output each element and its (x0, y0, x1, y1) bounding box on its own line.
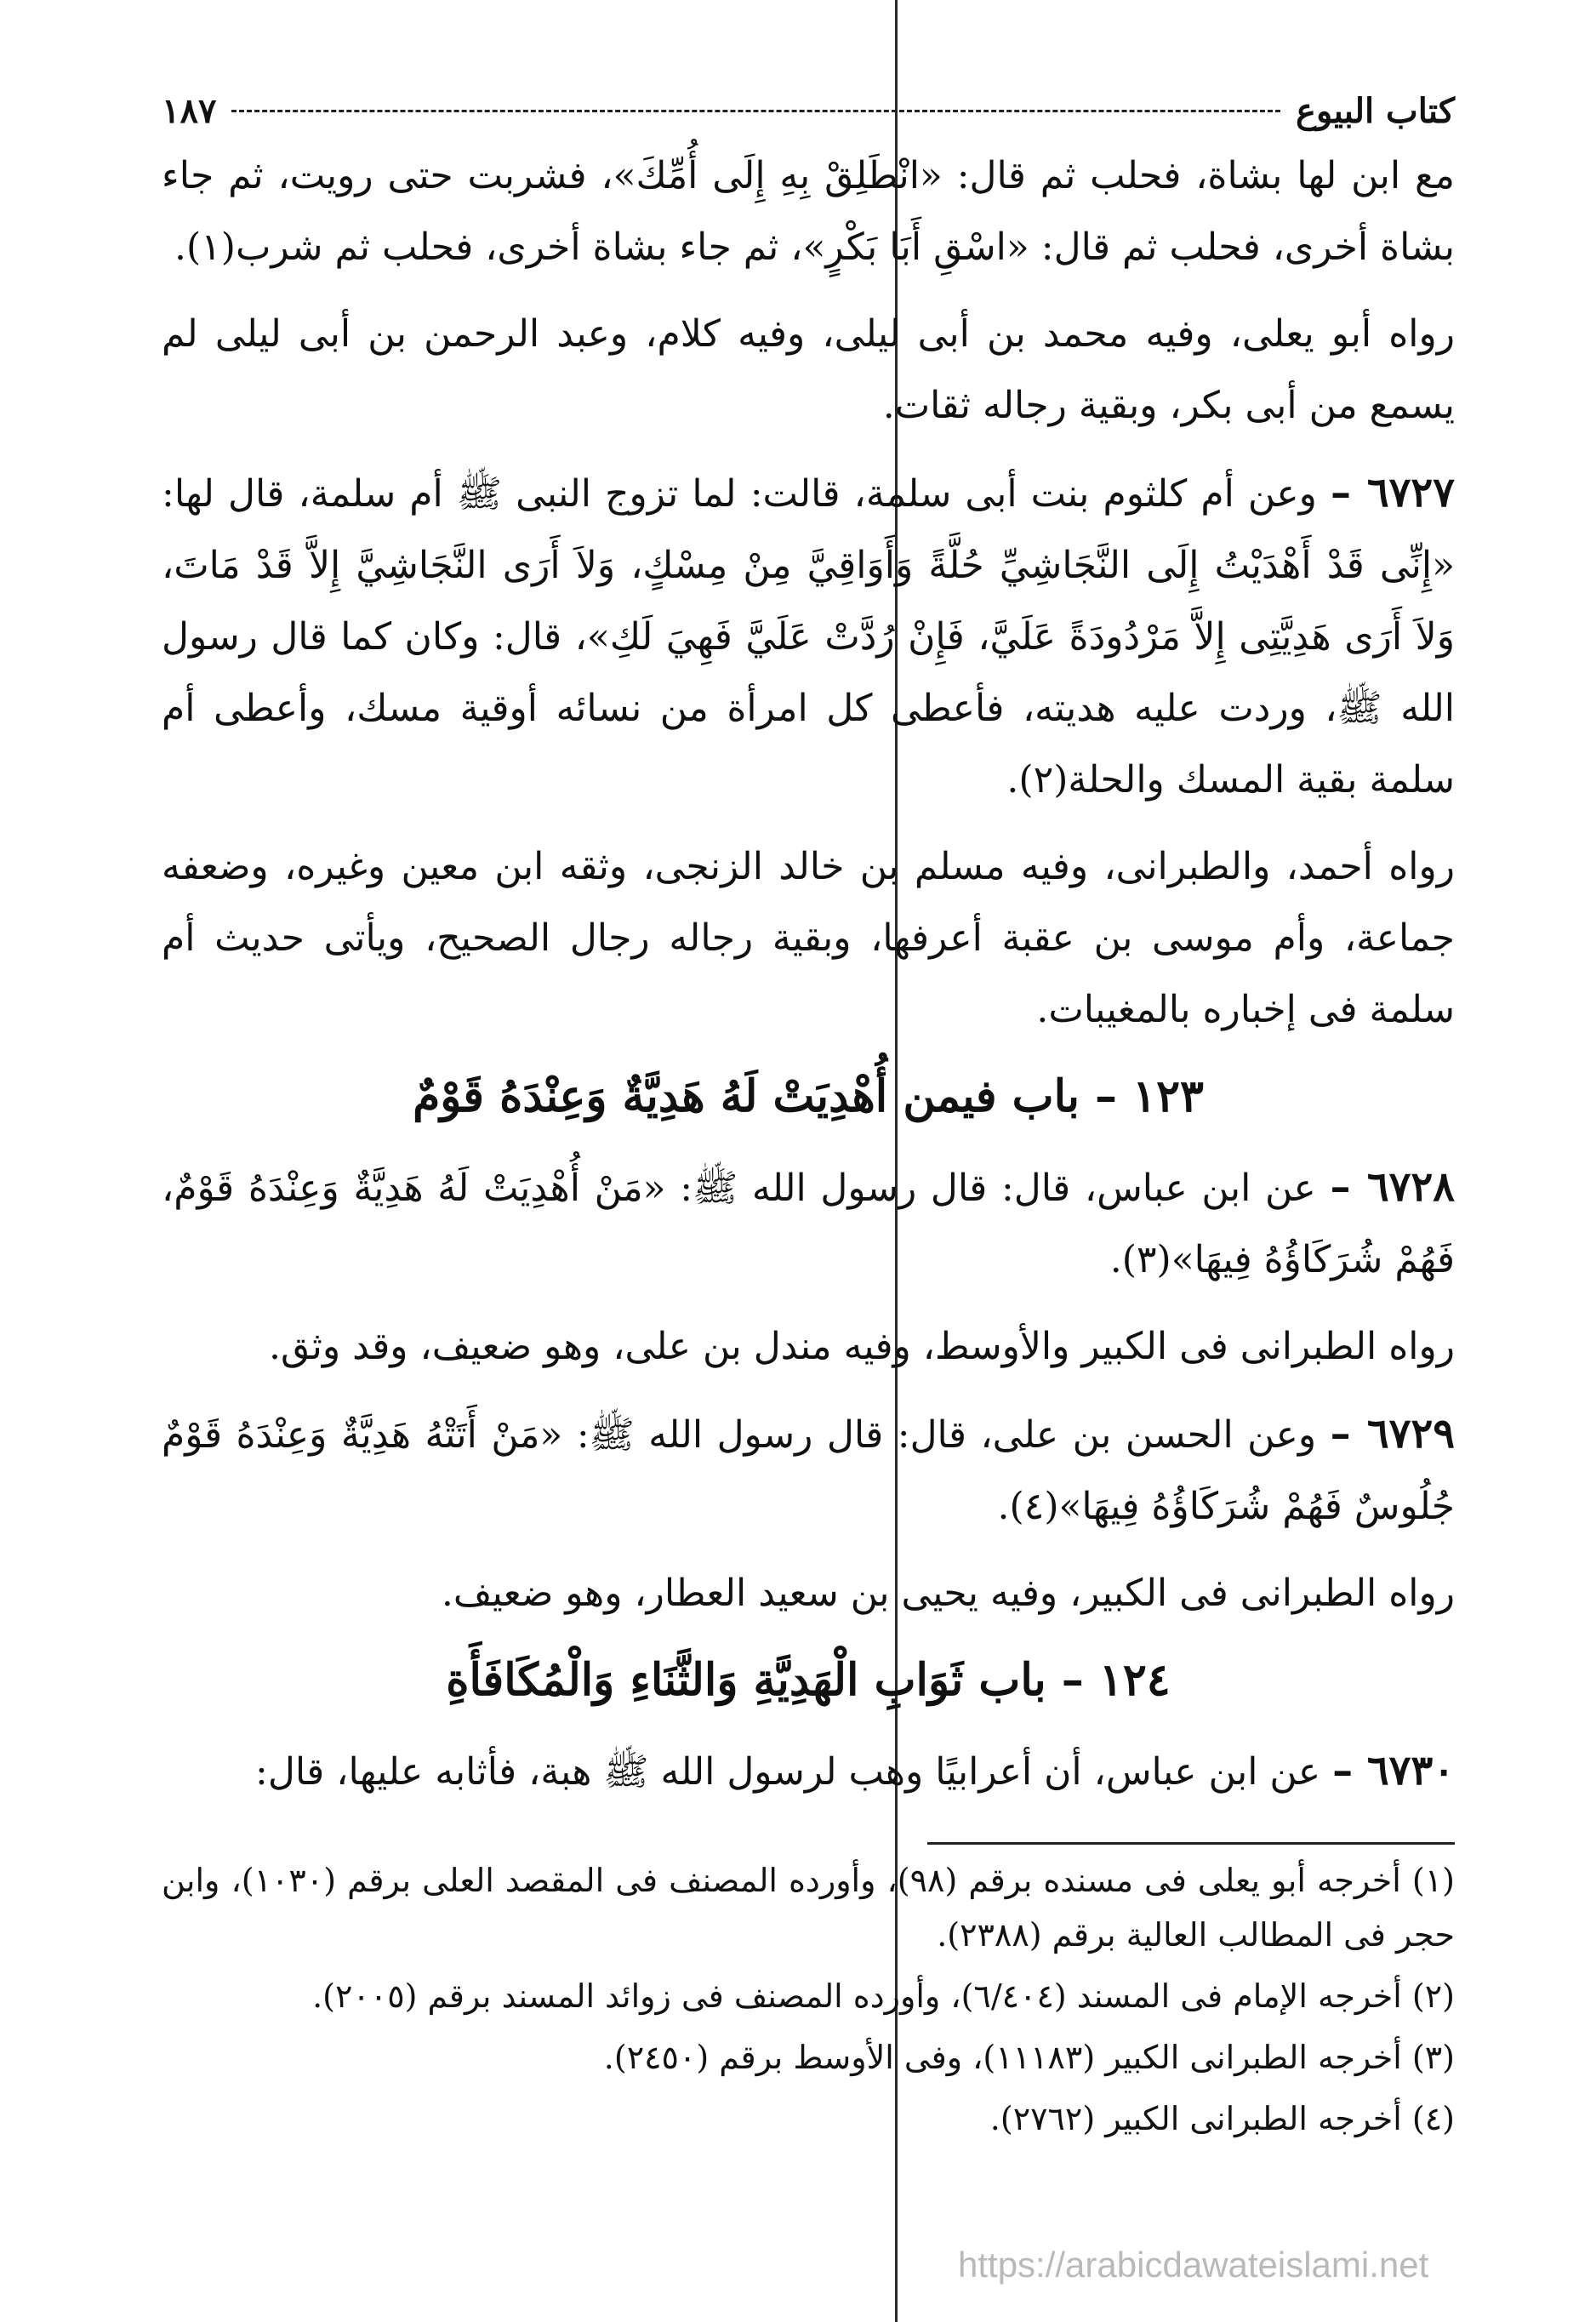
hadith-text: عن ابن عباس، قال: قال رسول الله ﷺ: «مَنْ أُهْدِيَتْ لَهُ هَدِيَّةٌ وَعِنْدَهُ قَوْمٌ، فَهُمْ شُرَكَاؤُهُ فِيهَا»(٣). (162, 1167, 1455, 1281)
paragraph-continuation: مع ابن لها بشاة، فحلب ثم قال: «انْطَلِقْ بِهِ إِلَى أُمِّكَ»، فشربت حتى رويت، ثم جاء بشاة أخرى، فحلب ثم قال: «اسْقِ أَبَا بَكْرٍ»، ثم جاء بشاة أخرى، فحلب ثم شرب(١). (162, 154, 1455, 269)
book-title: كتاب البيوع (1296, 90, 1455, 131)
chapter-heading-123: ١٢٣ – باب فيمن أُهْدِيَتْ لَهُ هَدِيَّةٌ وَعِنْدَهُ قَوْمٌ (413, 1070, 1204, 1122)
website-watermark: https://arabicdawateislami.net (958, 2245, 1429, 2285)
footnote-1: (١) أخرجه أبو يعلى فى مسنده برقم (٩٨)، وأورده المصنف فى المقصد العلى برقم (١٠٣٠)، وابن حجر فى المطالب العالية برقم (٢٣٨٨). (162, 1862, 1455, 1954)
paragraph-narration-note: رواه الطبرانى فى الكبير، وفيه يحيى بن سعيد العطار، وهو ضعيف. (441, 1572, 1455, 1615)
hadith-number: ٦٧٢٩ – (1330, 1410, 1455, 1458)
hadith-text: وعن أم كلثوم بنت أبى سلمة، قالت: لما تزوج النبى ﷺ أم سلمة، قال لها: «إِنِّى قَدْ أَهْدَيْتُ إِلَى النَّجَاشِيِّ حُلَّةً وَأَوَاقِيَّ مِنْ مِسْكٍ، وَلاَ أَرَى النَّجَاشِيَّ إِلاَّ قَدْ مَاتَ، وَلاَ أَرَى هَدِيَّتِى إِلاَّ مَرْدُودَةً عَلَيَّ، فَإِنْ رُدَّتْ عَلَيَّ فَهِيَ لَكِ»، قال: وكان كما قال رسول الله ﷺ، وردت عليه هديته، فأعطى كل امرأة من نسائه أوقية مسك، وأعطى أم سلمة بقية المسك والحلة(٢). (162, 472, 1455, 802)
hadith-6730 (162, 1735, 1455, 1808)
paragraph-narration-note: رواه أبو يعلى، وفيه محمد بن أبى ليلى، وفيه كلام، وعبد الرحمن بن أبى ليلى لم يسمع من أبى بكر، وبقية رجاله ثقات. (162, 312, 1455, 427)
hadith-6727 (162, 457, 1455, 816)
document-page (162, 81, 1455, 2153)
hadith-number: ٦٧٢٨ – (1330, 1163, 1455, 1211)
page-number: ١٨٧ (162, 90, 217, 131)
footnote-2: (٢) أخرجه الإمام فى المسند (٦/٤٠٤)، وأورده المصنف فى زوائد المسند برقم (٢٠٠٥). (312, 1977, 1455, 2015)
hadith-text: وعن الحسن بن على، قال: قال رسول الله ﷺ: «مَنْ أَتَتْهُ هَدِيَّةٌ وَعِنْدَهُ قَوْمٌ جُلُوسٌ فَهُمْ شُرَكَاؤُهُ فِيهَا»(٤). (162, 1413, 1455, 1528)
footnote-4: (٤) أخرجه الطبرانى الكبير (٢٧٦٢). (989, 2100, 1455, 2137)
hadith-6729 (162, 1398, 1455, 1543)
page-header (162, 81, 1455, 140)
footnote-3: (٣) أخرجه الطبرانى الكبير (١١١٨٣)، وفى الأوسط برقم (٢٤٥٠). (603, 2039, 1455, 2076)
hadith-number: ٦٧٣٠ – (1332, 1747, 1455, 1794)
paragraph-narration-note: رواه الطبرانى فى الكبير والأوسط، وفيه مندل بن على، وهو ضعيف، وقد وثق. (269, 1325, 1455, 1368)
footnotes-section (162, 1842, 1455, 2146)
paragraph-narration-note: رواه أحمد، والطبرانى، وفيه مسلم بن خالد الزنجى، وثقه ابن معين وغيره، وضعفه جماعة، وأم موسى بن عقبة أعرفها، وبقية رجاله رجال الصحيح، ويأتى حديث أم سلمة فى إخباره بالمغيبات. (162, 845, 1455, 1031)
footnote-separator (927, 1842, 1455, 1845)
hadith-text: عن ابن عباس، أن أعرابيًا وهب لرسول الله ﷺ هبة، فأثابه عليها، قال: (255, 1750, 1321, 1794)
header-dashed-rule (231, 110, 1280, 112)
chapter-heading-124: ١٢٤ – باب ثَوَابِ الْهَدِيَّةِ وَالثَّنَاءِ وَالْمُكَافَأَةِ (446, 1654, 1171, 1706)
hadith-6728 (162, 1151, 1455, 1296)
hadith-number: ٦٧٢٧ – (1331, 469, 1455, 516)
